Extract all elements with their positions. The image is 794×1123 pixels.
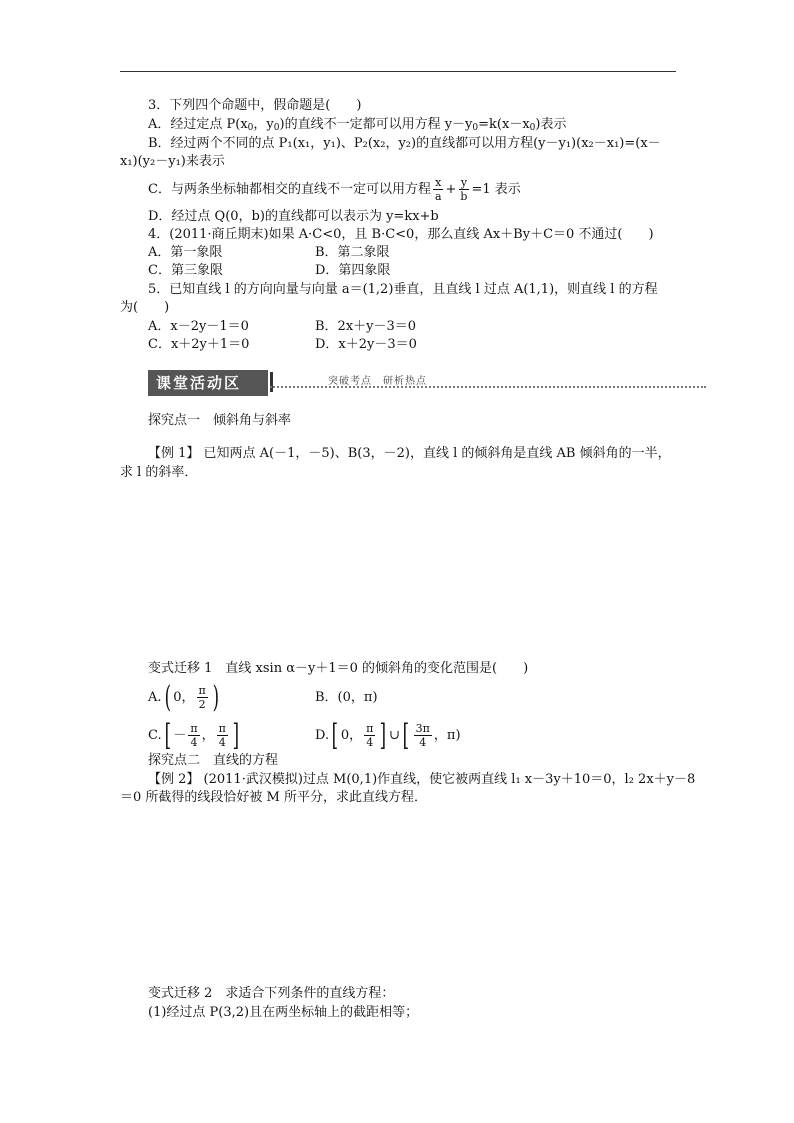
q5-option-a: A．x－2y－1＝0 [148,319,249,334]
variant1-option-c: C.[ － $\frac{\pi}{4}$ ， $\frac{\pi}{4}$ ] [148,717,239,753]
q5-option-b: B．2x＋y－3＝0 [315,319,417,334]
banner-divider [270,372,273,392]
variant1-option-a: A.( 0， $\frac{\pi}{2}$ ) [148,679,219,715]
q4-option-a: A．第一象限 [148,245,223,260]
variant2-item1: (1)经过点 P(3,2)且在两坐标轴上的截距相等； [148,1005,419,1020]
variant1-stem: 变式迁移 1 直线 xsin α－y＋1＝0 的倾斜角的变化范围是( ) [148,661,529,676]
banner-dotted-rule [270,386,706,388]
header-rule [120,71,676,72]
section-banner-title: 课堂活动区 [156,374,242,392]
section-banner-subtitle: 突破考点 研析热点 [328,376,427,387]
q5-option-c: C．x＋2y＋1＝0 [148,337,250,352]
q3-option-a: A．经过定点 $P(x_0$，$y_0$)的直线不一定都可以用方程 $y-y_0=k(x-x_0)$表示 [148,117,567,133]
fraction-x-over-a: $\frac{x}{a}$ [434,176,442,203]
q5-stem-line2: 为( ) [120,300,170,315]
example1-line2: 求 l 的斜率． [120,465,198,480]
q4-option-c: C．第三象限 [148,263,223,278]
variant2-stem: 变式迁移 2 求适合下列条件的直线方程： [148,986,395,1001]
probe1-title: 探究点一 倾斜角与斜率 [148,413,292,428]
variant1-option-d: D.[ 0， $\frac{\pi}{4}$ ] ∪[ $\frac{3\pi}{4}$ ，π) [315,717,461,753]
example2-line2: ＝0 所截得的线段恰好被 M 所平分，求此直线方程． [120,790,427,805]
q3-option-d: D．经过点 Q(0，b)的直线都可以表示为 y=kx+b [148,209,439,224]
probe2-title: 探究点二 直线的方程 [148,753,279,768]
example1-line1: 【例 1】 已知两点 A(－1，－5)、B(3，－2)，直线 l 的倾斜角是直线 AB 倾斜角的一半， [148,446,671,461]
variant1-option-b: B．(0，π) [315,690,378,705]
q3-stem: 3．下列四个命题中，假命题是( ) [148,98,362,113]
q5-stem-line1: 5．已知直线 l 的方向向量与向量 a＝(1,2)垂直，且直线 l 过点 A(1,1)，则直线 l 的方程 [148,282,658,297]
q4-option-d: D．第四象限 [315,263,391,278]
fraction-y-over-b: $\frac{y}{b}$ [460,176,468,203]
q3-option-c: C．与两条坐标轴都相交的直线不一定可以用方程 $\frac{x}{a}$ + $\frac{y}{b}$ =1 表示 [148,176,521,203]
q3-option-b-line2: x₁)(y₂－y₁)来表示 [120,154,225,169]
example2-line1: 【例 2】 (2011·武汉模拟)过点 M(0,1)作直线，使它被两直线 l₁ x－3y＋10＝0，l₂ 2x＋y－8 [148,772,696,787]
q5-option-d: D．x＋2y－3＝0 [315,337,417,352]
q3-option-b-line1: B．经过两个不同的点 P₁(x₁，y₁)、P₂(x₂，y₂)的直线都可以用方程(y－y₁)(x₂－x₁)=(x－ [148,136,661,151]
q4-option-b: B．第二象限 [315,245,390,260]
q4-stem: 4．(2011·商丘期末)如果 A·C<0，且 B·C<0，那么直线 Ax＋By＋C＝0 不通过( ) [148,227,654,242]
